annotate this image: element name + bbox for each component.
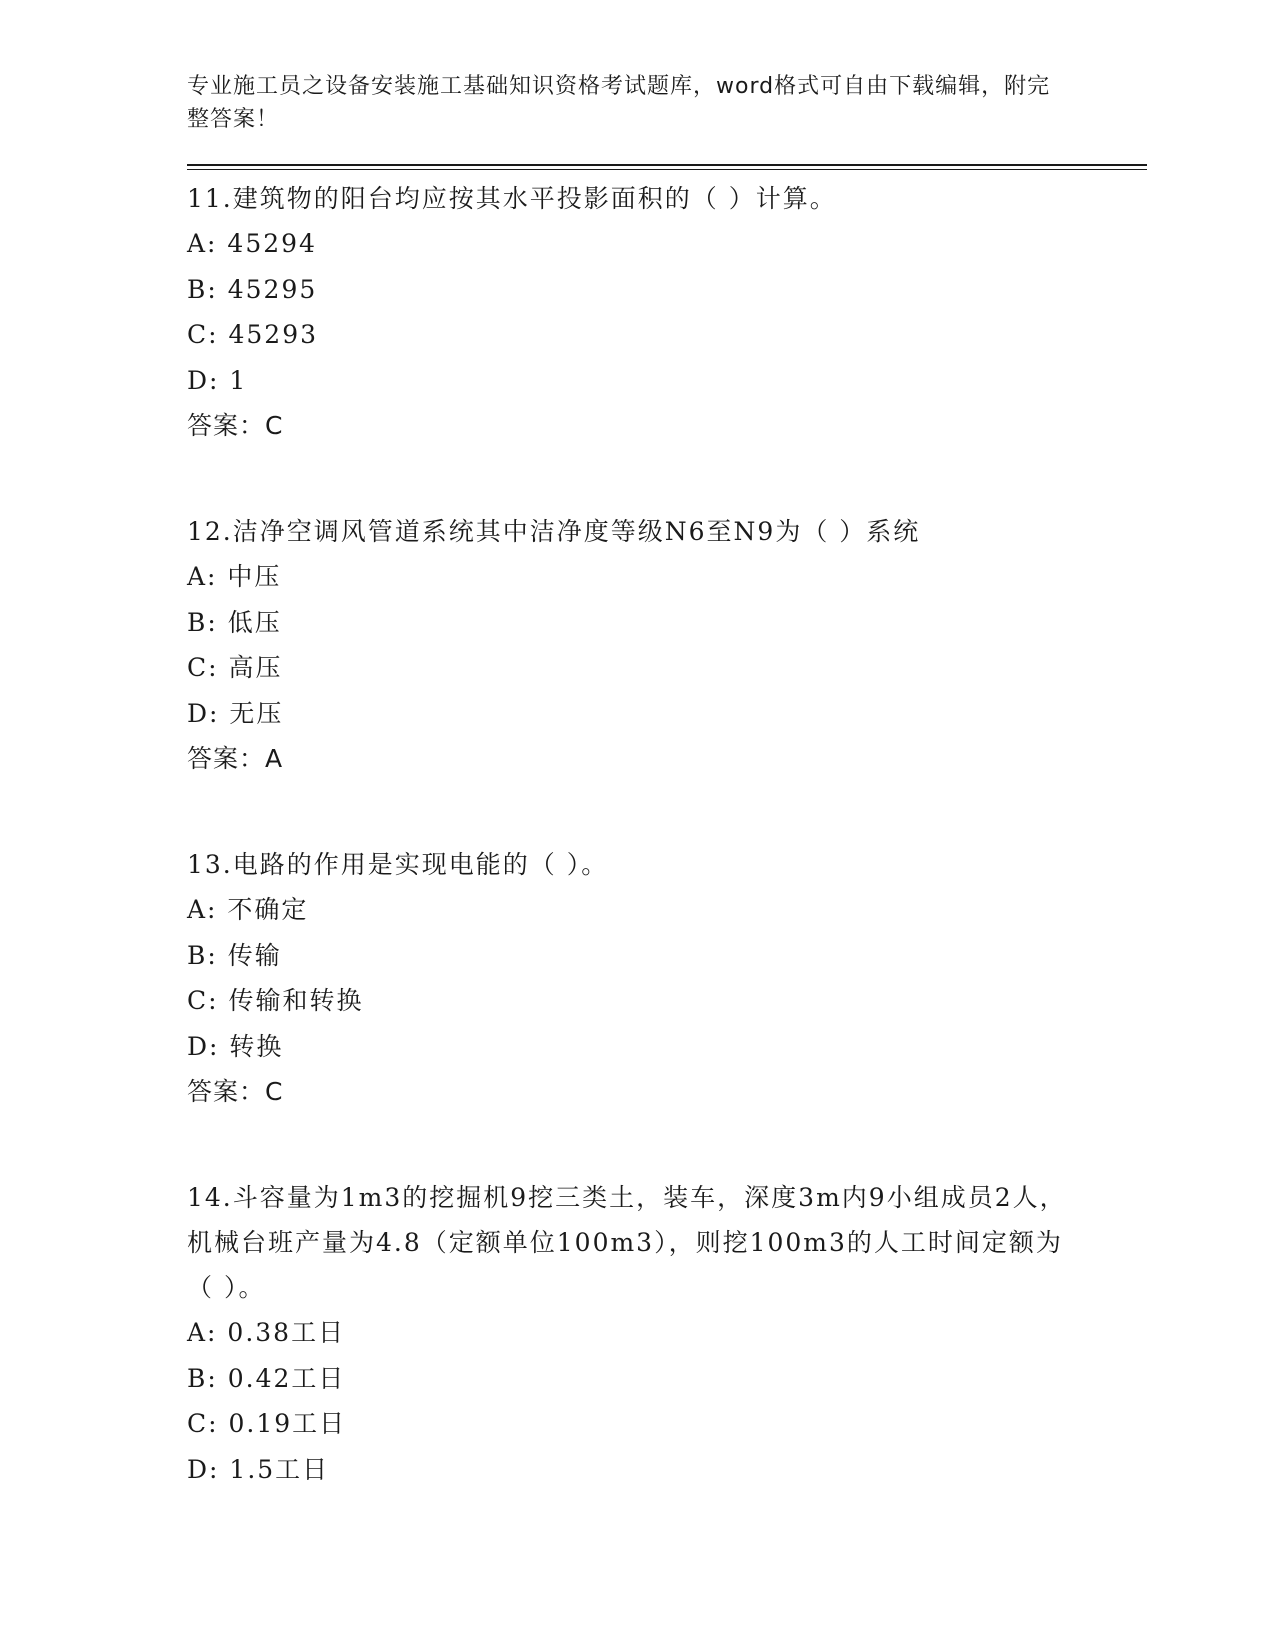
option-b: B: 0.42工日 [187, 1363, 346, 1393]
divider-line-thick [187, 164, 1147, 166]
answer-line: 答案：C [187, 411, 284, 440]
question-spacer [187, 782, 1147, 842]
option-d: D: 无压 [187, 698, 284, 728]
option-b: B: 传输 [187, 940, 282, 970]
option-c: C: 45293 [187, 320, 319, 349]
question-spacer [187, 449, 1147, 509]
answer-line: 答案：C [187, 1077, 284, 1106]
answer-line: 答案：A [187, 744, 284, 773]
option-a: A: 不确定 [187, 895, 309, 924]
option-c: C: 0.19工日 [187, 1409, 347, 1438]
question-stem: 14.斗容量为1m3的挖掘机9挖三类土，装车，深度3m内9小组成员2人，机械台班产量为4.8（定额单位100m3），则挖100m3的人工时间定额为（ ）。 [187, 1183, 1067, 1302]
option-d: D: 转换 [187, 1031, 284, 1061]
option-b: B: 低压 [187, 607, 282, 637]
question-stem: 12.洁净空调风管道系统其中洁净度等级N6至N9为（ ）系统 [187, 517, 921, 546]
question-12 [187, 509, 1147, 782]
question-stem: 11.建筑物的阳台均应按其水平投影面积的（ ）计算。 [187, 184, 837, 213]
option-a: A: 中压 [187, 562, 282, 591]
option-a: A: 0.38工日 [187, 1318, 346, 1347]
option-d: D: 1 [187, 365, 248, 395]
header-divider [187, 164, 1147, 170]
document-header: 专业施工员之设备安装施工基础知识资格考试题库，word格式可自由下载编辑，附完整答案！ [187, 74, 1051, 132]
document-page [187, 70, 1147, 1492]
option-c: C: 传输和转换 [187, 986, 364, 1015]
option-a: A: 45294 [187, 229, 317, 258]
question-13 [187, 842, 1147, 1115]
question-14 [187, 1175, 1147, 1492]
question-spacer [187, 1115, 1147, 1175]
divider-line-thin [187, 169, 1147, 170]
option-d: D: 1.5工日 [187, 1454, 330, 1484]
question-11 [187, 176, 1147, 449]
option-c: C: 高压 [187, 653, 283, 682]
option-b: B: 45295 [187, 274, 318, 304]
question-stem: 13.电路的作用是实现电能的（ ）。 [187, 850, 609, 879]
